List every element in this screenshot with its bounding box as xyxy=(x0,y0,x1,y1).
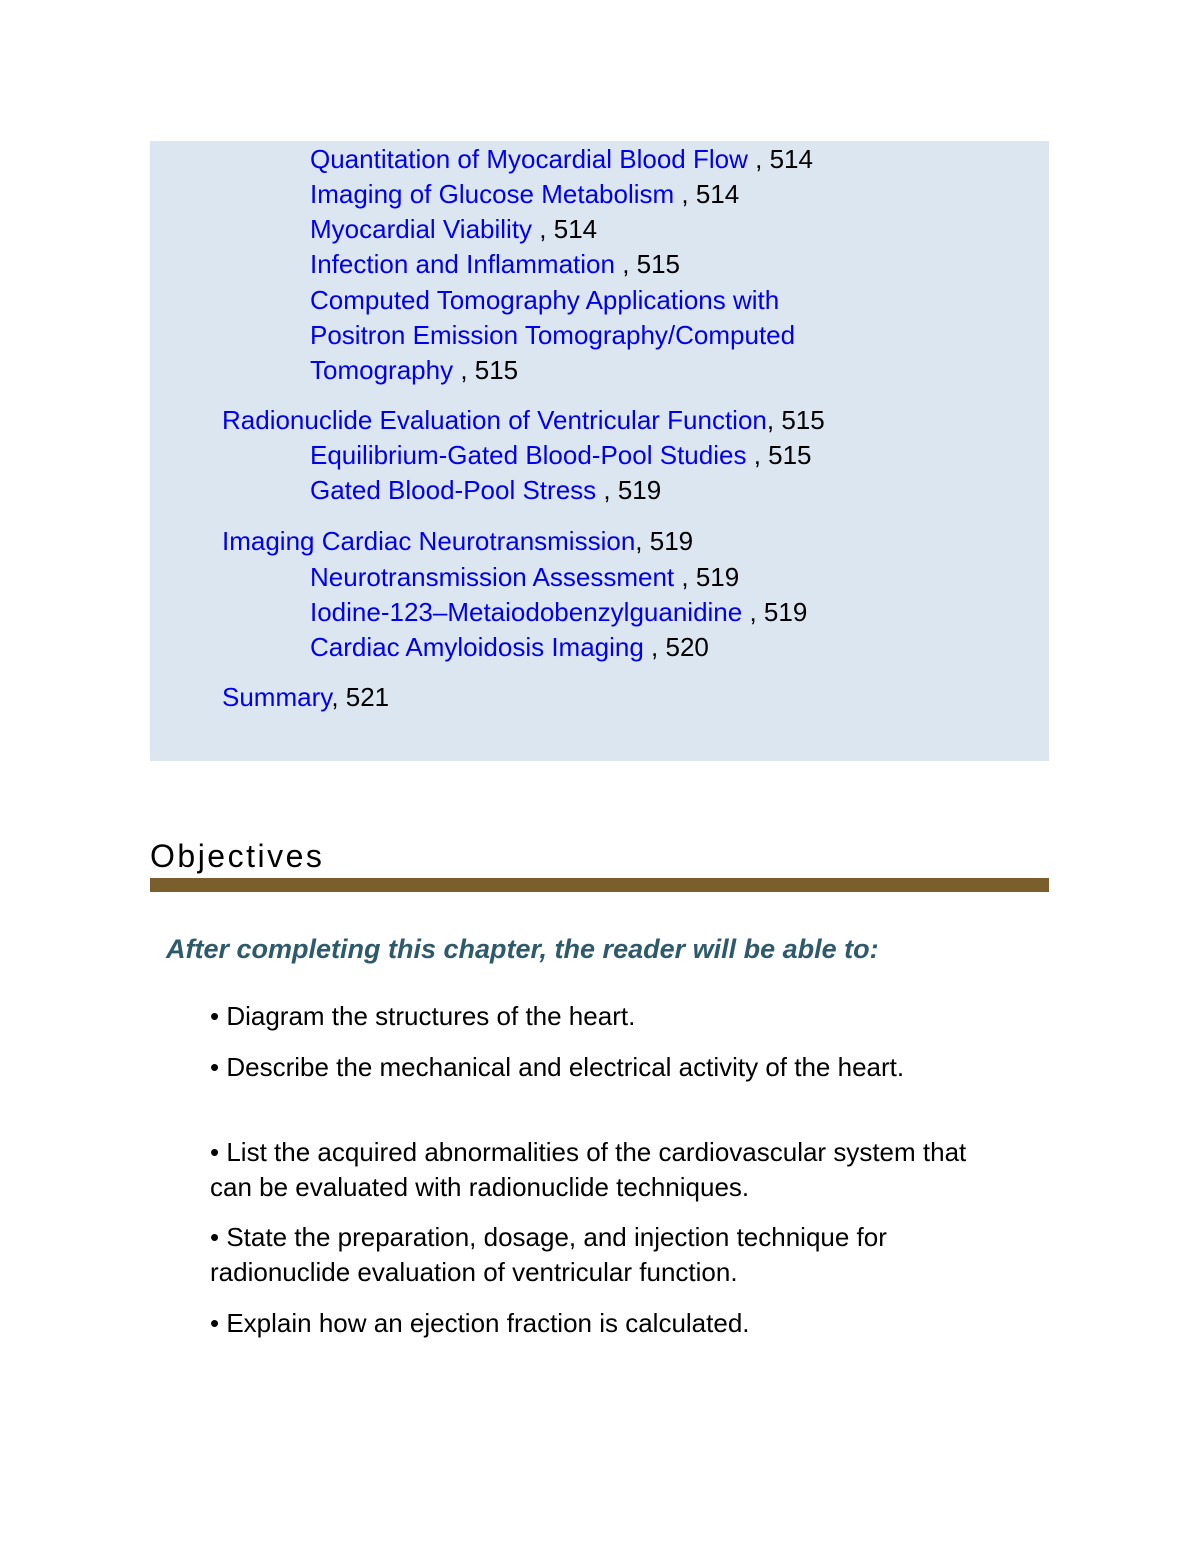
toc-link[interactable]: Imaging of Glucose Metabolism xyxy=(310,179,682,209)
toc-entry xyxy=(310,283,779,318)
section-heading-objectives: Objectives xyxy=(150,838,325,874)
toc-link[interactable]: Summary xyxy=(222,682,332,712)
toc-entry xyxy=(222,403,825,438)
toc-entry xyxy=(222,680,389,715)
toc-page-number: , 514 xyxy=(681,179,740,209)
toc-link[interactable]: Myocardial Viability xyxy=(310,214,540,244)
toc-link[interactable]: Neurotransmission Assessment xyxy=(310,562,682,592)
toc-entry xyxy=(310,212,597,247)
section-divider xyxy=(150,878,1049,892)
toc-link[interactable]: Infection and Inflammation xyxy=(310,249,623,279)
toc-link[interactable]: Positron Emission Tomography/Computed xyxy=(310,320,796,350)
toc-page-number: , 519 xyxy=(681,562,740,592)
toc-link[interactable]: Equilibrium-Gated Blood-Pool Studies xyxy=(310,440,754,470)
objective-item: • State the preparation, dosage, and injection technique for radionuclide evaluation of ventricular function. xyxy=(210,1222,887,1287)
toc-entry xyxy=(310,318,795,353)
toc-page-number: , 515 xyxy=(766,405,825,435)
toc-page-number: , 515 xyxy=(622,249,681,279)
toc-entry xyxy=(310,177,739,212)
toc-entry xyxy=(310,630,709,665)
toc-entry xyxy=(310,473,661,508)
toc-link[interactable]: Radionuclide Evaluation of Ventricular Function xyxy=(222,405,767,435)
toc-entry xyxy=(310,560,739,595)
toc-link[interactable]: Cardiac Amyloidosis Imaging xyxy=(310,632,652,662)
toc-entry xyxy=(310,595,807,630)
toc-entry xyxy=(222,524,693,559)
toc-entry xyxy=(310,142,813,177)
objective-item: • Explain how an ejection fraction is calculated. xyxy=(210,1308,750,1338)
toc-entry xyxy=(310,353,518,388)
toc-page-number: , 515 xyxy=(460,355,519,385)
toc-link[interactable]: Iodine-123–Metaiodobenzylguanidine xyxy=(310,597,750,627)
toc-page-number: , 515 xyxy=(753,440,812,470)
toc-page-number: , 519 xyxy=(603,475,662,505)
toc-link[interactable]: Imaging Cardiac Neurotransmission xyxy=(222,526,636,556)
toc-entry xyxy=(310,247,680,282)
toc-page-number: , 519 xyxy=(635,526,694,556)
toc-page-number: , 519 xyxy=(749,597,808,627)
toc-entry xyxy=(310,438,812,473)
objective-item: • List the acquired abnormalities of the cardiovascular system that can be evaluated with radionuclide techniques. xyxy=(210,1137,967,1202)
toc-link[interactable]: Quantitation of Myocardial Blood Flow xyxy=(310,144,756,174)
toc-link[interactable]: Computed Tomography Applications with xyxy=(310,285,780,315)
objectives-intro: After completing this chapter, the reader will be able to: xyxy=(166,934,879,964)
toc-page-number: , 521 xyxy=(331,682,390,712)
objective-item: • Diagram the structures of the heart. xyxy=(210,1001,636,1031)
toc-page-number: , 514 xyxy=(539,214,598,244)
toc-page-number: , 514 xyxy=(755,144,813,174)
toc-page-number: , 520 xyxy=(651,632,709,662)
toc-link[interactable]: Gated Blood-Pool Stress xyxy=(310,475,604,505)
toc-link[interactable]: Tomography xyxy=(310,355,461,385)
objective-item: • Describe the mechanical and electrical activity of the heart. xyxy=(210,1052,905,1082)
